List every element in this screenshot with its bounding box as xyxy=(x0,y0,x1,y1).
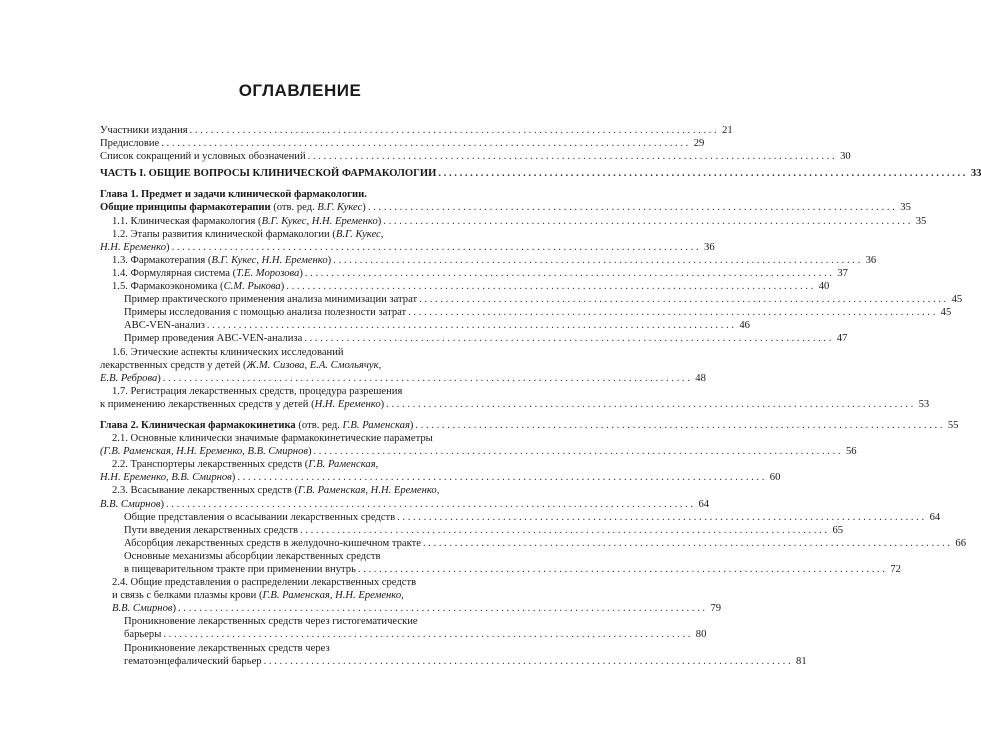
toc-entry-2-4[interactable]: 2.4. Общие представления о распределении лекарственных средств xyxy=(112,577,417,589)
toc-chapter-2-title[interactable]: Глава 2. Клиническая фармакокинетика (отв. ред. Г.В. Раменская) . . . 55 xyxy=(100,419,499,432)
toc-entry-1-5-a[interactable]: Пример практического применения анализа минимизации затрат . . . 45 xyxy=(100,293,499,306)
toc-entry-1-6-cont[interactable]: лекарственных средств у детей (Ж.М. Сизова, Е.А. Смольячук, xyxy=(100,359,382,371)
page-number: 72 xyxy=(890,564,901,575)
toc-entry-1-5[interactable]: 1.5. Фармакоэкономика (С.М. Рыкова) . . . 40 xyxy=(100,280,499,293)
page-number: 40 xyxy=(818,281,830,293)
toc-entry-2-3-c[interactable]: Абсорбция лекарственных средств в желудочно-кишечном тракте . . . 66 xyxy=(100,537,499,550)
toc-entry-2-4-a[interactable]: Проникновение лекарственных средств через гистогематические xyxy=(124,616,418,628)
table-of-contents xyxy=(100,124,981,668)
page-number: 33 xyxy=(970,168,981,180)
toc-entry-1-6[interactable]: 1.6. Этические аспекты клинических исследований xyxy=(112,346,344,358)
toc-entry-participants[interactable]: Участники издания . . . 21 xyxy=(100,124,499,137)
page-number: 45 xyxy=(951,294,963,306)
toc-entry-2-1-cont[interactable]: (Г.В. Раменская, Н.Н. Еременко, В.В. Смирнов) . . . 56 xyxy=(100,445,499,458)
page-number: 65 xyxy=(832,524,844,536)
toc-entry-2-2-cont[interactable]: Н.Н. Еременко, В.В. Смирнов) . . . 60 xyxy=(100,471,499,484)
toc-entry-2-2[interactable]: 2.2. Транспортеры лекарственных средств (Г.В. Раменская, xyxy=(112,459,379,471)
page-number: 35 xyxy=(915,215,927,227)
toc-entry-2-4-cont2[interactable]: В.В. Смирнов) . . . 79 xyxy=(100,602,499,615)
page-number: 36 xyxy=(865,254,877,266)
page-number: 35 xyxy=(900,202,911,214)
page-number: 60 xyxy=(769,472,781,484)
page-number: 21 xyxy=(722,125,733,136)
toc-entry-1-2[interactable]: 1.2. Этапы развития клинической фармакологии (В.Г. Кукес, xyxy=(112,228,384,240)
toc-entry-1-7-cont[interactable]: к применению лекарственных средств у детей (Н.Н. Еременко) . . . 53 xyxy=(100,398,499,411)
toc-chapter-1-title-cont[interactable]: Общие принципы фармакотерапии (отв. ред. В.Г. Кукес) . . . 35 xyxy=(100,201,499,214)
toc-entry-2-4-b-cont[interactable]: гематоэнцефалический барьер . . . 81 xyxy=(100,655,499,668)
toc-entry-1-7[interactable]: 1.7. Регистрация лекарственных средств, процедура разрешения xyxy=(112,385,403,397)
page-number: 46 xyxy=(739,320,750,332)
toc-entry-1-2-cont[interactable]: Н.Н. Еременко) . . . 36 xyxy=(100,241,499,254)
toc-entry-2-3-a[interactable]: Общие представления о всасывании лекарственных средств . . . 64 xyxy=(100,511,499,524)
page-number: 47 xyxy=(836,333,848,345)
page-number: 53 xyxy=(918,398,930,410)
toc-entry-1-6-cont2[interactable]: Е.В. Реброва) . . . 48 xyxy=(100,372,499,385)
toc-entry-2-4-cont[interactable]: и связь с белками плазмы крови (Г.В. Раменская, Н.Н. Еременко, xyxy=(112,590,404,602)
toc-entry-2-3-d[interactable]: Основные механизмы абсорбции лекарственных средств xyxy=(124,550,381,562)
toc-entry-2-1[interactable]: 2.1. Основные клинически значимые фармакокинетические параметры xyxy=(112,433,433,445)
page-number: 79 xyxy=(710,603,722,615)
page-number: 66 xyxy=(955,537,967,549)
page-number: 64 xyxy=(698,498,710,510)
page-number: 30 xyxy=(840,151,851,163)
toc-entry-2-4-a-cont[interactable]: барьеры . . . 80 xyxy=(100,628,499,641)
toc-entry-2-3[interactable]: 2.3. Всасывание лекарственных средств (Г.В. Раменская, Н.Н. Еременко, xyxy=(112,485,440,497)
page-number: 48 xyxy=(695,372,706,384)
toc-entry-2-4-b[interactable]: Проникновение лекарственных средств через xyxy=(124,642,330,654)
toc-entry-part-1[interactable]: ЧАСТЬ I. ОБЩИЕ ВОПРОСЫ КЛИНИЧЕСКОЙ ФАРМАКОЛОГИИ . . . 33 xyxy=(100,167,499,180)
page-number: 56 xyxy=(845,446,857,458)
toc-entry-2-3-d-cont[interactable]: в пищеварительном тракте при применении внутрь . . . 72 xyxy=(100,563,499,576)
toc-entry-abbreviations[interactable]: Список сокращений и условных обозначений . . . 30 xyxy=(100,150,499,163)
toc-entry-1-1[interactable]: 1.1. Клиническая фармакология (В.Г. Кукес, Н.Н. Еременко) . . . 35 xyxy=(100,215,499,228)
page-number: 81 xyxy=(796,655,807,667)
page-number: 80 xyxy=(695,629,707,641)
toc-entry-2-3-b[interactable]: Пути введения лекарственных средств . . . 65 xyxy=(100,524,499,537)
page-number: 55 xyxy=(947,419,959,431)
toc-entry-2-3-cont[interactable]: В.В. Смирнов) . . . 64 xyxy=(100,498,499,511)
page-title: ОГЛАВЛЕНИЕ xyxy=(238,81,362,100)
page-number: 64 xyxy=(929,511,941,523)
toc-entry-1-5-b[interactable]: Примеры исследования с помощью анализа полезности затрат . . . 45 xyxy=(100,306,499,319)
page-number: 36 xyxy=(704,241,715,253)
toc-entry-1-3[interactable]: 1.3. Фармакотерапия (В.Г. Кукес, Н.Н. Еременко) . . . 36 xyxy=(100,254,499,267)
toc-entry-1-5-c[interactable]: ABC-VEN-анализ . . . 46 xyxy=(100,319,499,332)
toc-entry-1-4[interactable]: 1.4. Формулярная система (Т.Е. Морозова) . . . 37 xyxy=(100,267,499,280)
page-number: 29 xyxy=(693,138,705,150)
toc-entry-preface[interactable]: Предисловие . . . 29 xyxy=(100,137,499,150)
page-number: 37 xyxy=(837,267,848,279)
toc-chapter-1-title[interactable]: Глава 1. Предмет и задачи клинической фармакологии. xyxy=(100,189,367,201)
toc-entry-1-5-d[interactable]: Пример проведения ABC-VEN-анализа . . . 47 xyxy=(100,332,499,345)
page-number: 45 xyxy=(940,307,952,319)
